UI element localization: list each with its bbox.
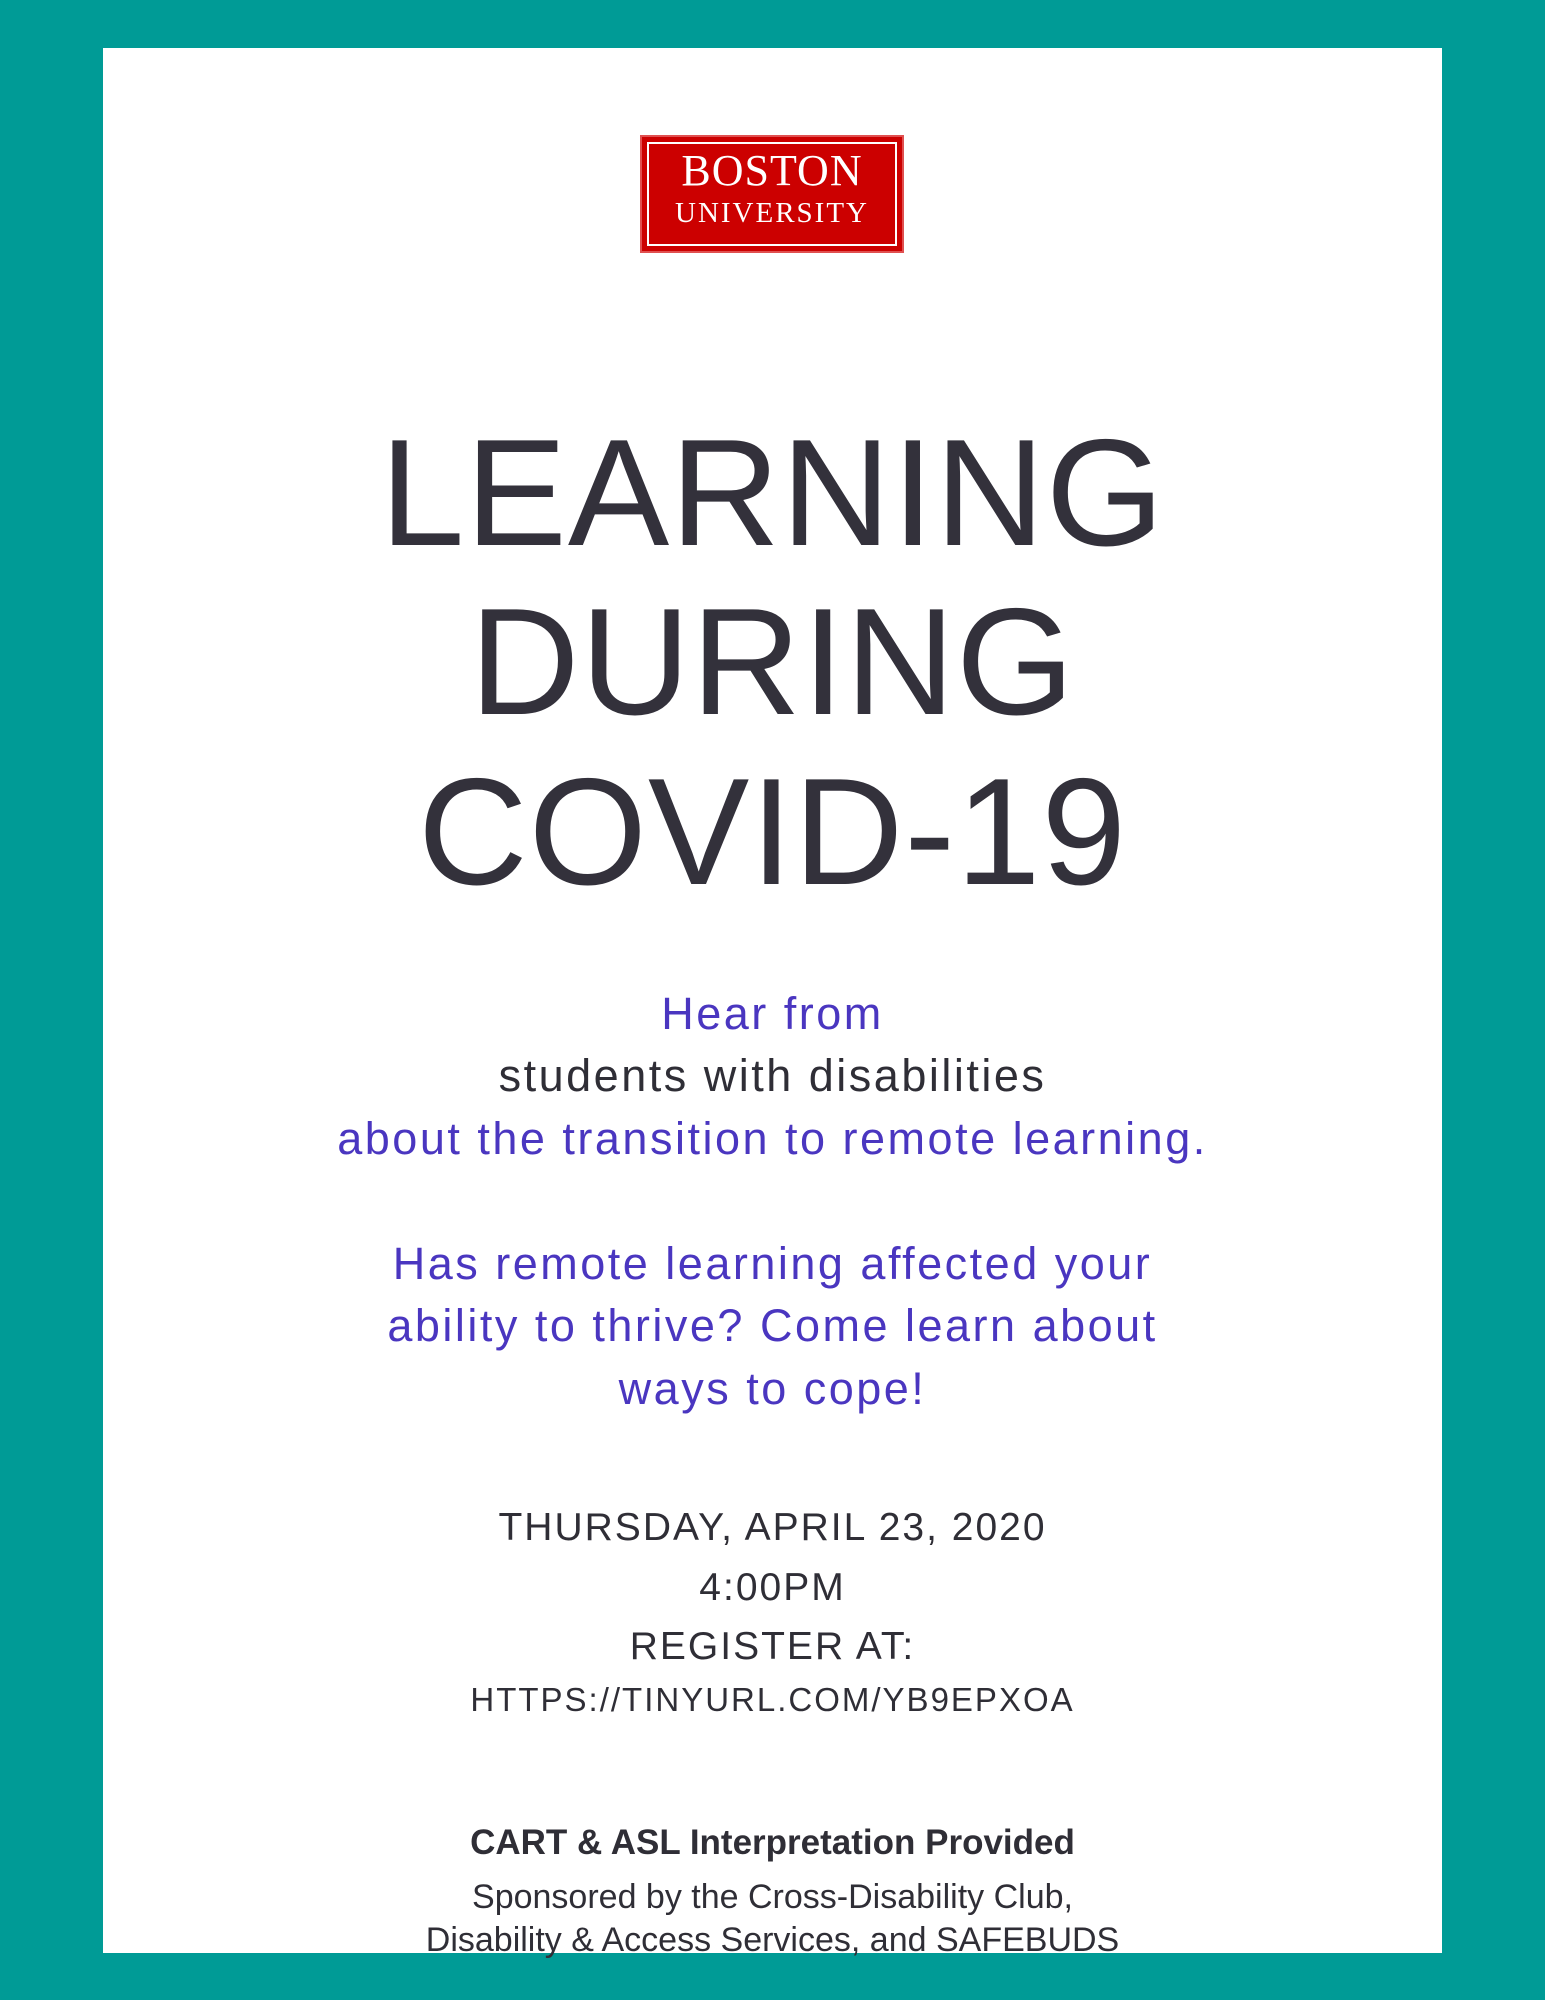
accessibility-note: CART & ASL Interpretation Provided <box>470 1823 1075 1862</box>
logo-line-boston: BOSTON <box>681 146 863 195</box>
question-line-3: ways to cope! <box>618 1363 927 1414</box>
event-time: 4:00PM <box>699 1566 846 1609</box>
logo-line-university: UNIVERSITY <box>675 197 869 229</box>
title-line-1: LEARNING <box>379 408 1166 578</box>
question-line-2: ability to thrive? Come learn about <box>387 1300 1158 1351</box>
flyer-sheet <box>103 48 1442 1959</box>
event-date: THURSDAY, APRIL 23, 2020 <box>498 1506 1047 1549</box>
sponsor-line-1: Sponsored by the Cross-Disability Club, <box>472 1878 1073 1916</box>
intro-line-2: students with disabilities <box>498 1050 1047 1101</box>
sponsor-line-2: Disability & Access Services, and SAFEBUDS <box>425 1921 1120 1959</box>
boston-university-logo <box>640 135 904 253</box>
intro-line-3: about the transition to remote learning. <box>337 1113 1208 1164</box>
title-line-2: DURING <box>469 577 1076 747</box>
intro-line-1: Hear from <box>661 988 884 1039</box>
question-line-1: Has remote learning affected your <box>392 1238 1153 1289</box>
title-line-3: COVID-19 <box>417 747 1128 917</box>
register-url[interactable]: HTTPS://TINYURL.COM/YB9EPXOA <box>470 1681 1075 1718</box>
register-label: REGISTER AT: <box>629 1625 916 1668</box>
